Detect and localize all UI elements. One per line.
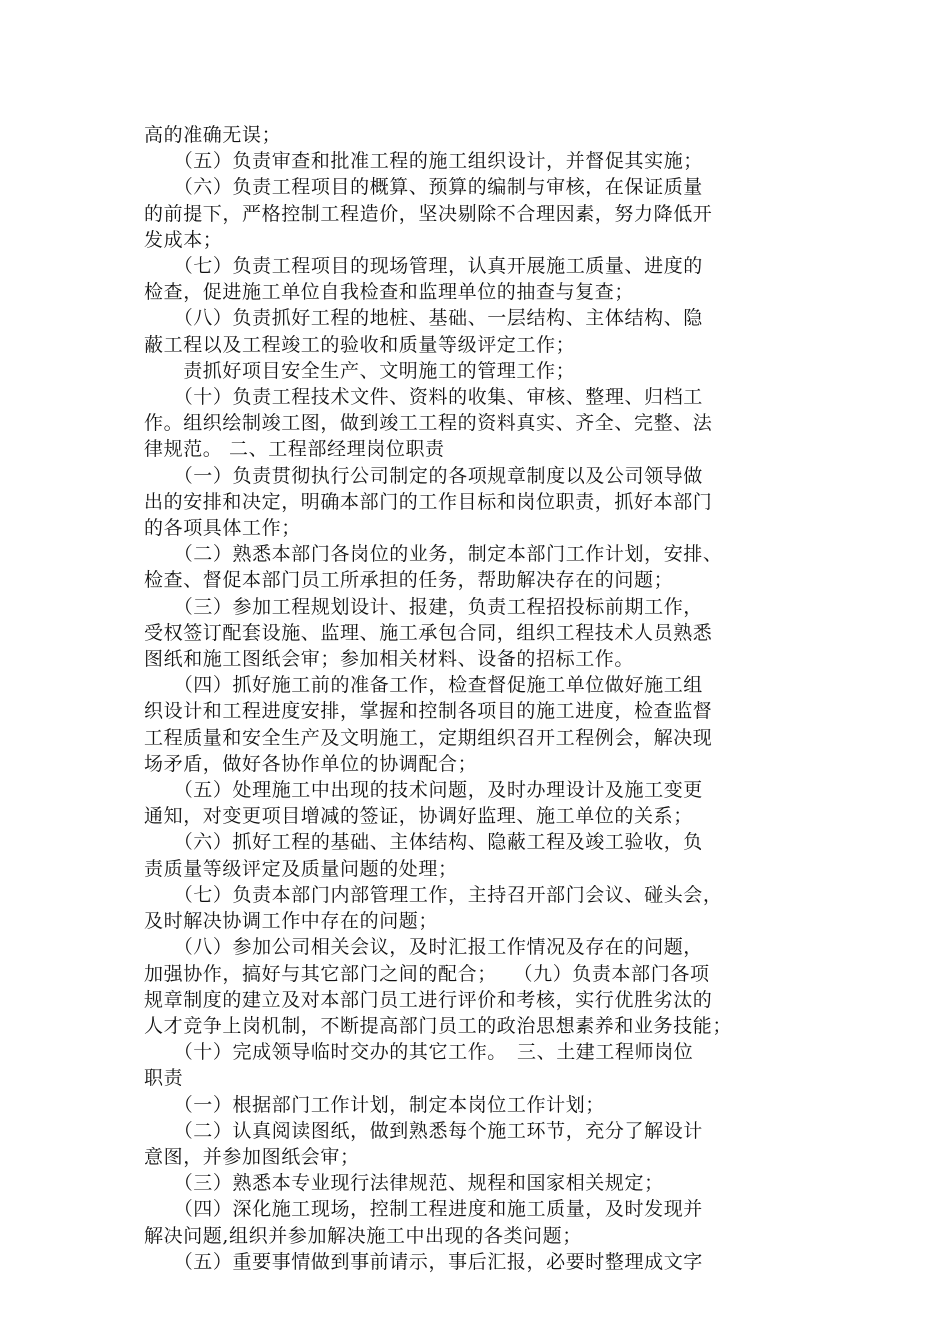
text-line: 检查、督促本部门员工所承担的任务，帮助解决存在的问题；	[144, 569, 674, 592]
text-line: （三）参加工程规划设计、报建，负责工程招投标前期工作，	[144, 595, 703, 618]
document-body	[144, 122, 844, 1275]
text-line: 解决问题,组织并参加解决施工中出现的各类问题；	[144, 1224, 582, 1247]
text-line: 场矛盾，做好各协作单位的协调配合；	[144, 752, 478, 775]
text-line: 责抓好项目安全生产、文明施工的管理工作；	[144, 359, 576, 382]
text-line: （八）参加公司相关会议，及时汇报工作情况及存在的问题，	[144, 936, 703, 959]
text-line: （五）重要事情做到事前请示，事后汇报，必要时整理成文字	[144, 1250, 703, 1273]
text-line: 加强协作，搞好与其它部门之间的配合； （九）负责本部门各项	[144, 962, 710, 985]
text-line: 规章制度的建立及对本部门员工进行评价和考核，实行优胜劣汰的	[144, 988, 713, 1011]
text-line: 发成本；	[144, 228, 223, 251]
text-line: 的前提下，严格控制工程造价，坚决剔除不合理因素，努力降低开	[144, 202, 713, 225]
text-line: （十）完成领导临时交办的其它工作。 三、土建工程师岗位	[144, 1041, 694, 1064]
text-line: （二）熟悉本部门各岗位的业务，制定本部门工作计划，安排、	[144, 543, 723, 566]
text-line: （五）处理施工中出现的技术问题，及时办理设计及施工变更	[144, 779, 703, 802]
text-line: 蔽工程以及工程竣工的验收和质量等级评定工作；	[144, 333, 576, 356]
text-line: 的各项具体工作；	[144, 517, 301, 540]
text-line: 织设计和工程进度安排，掌握和控制各项目的施工进度，检查监督	[144, 700, 713, 723]
text-line: 图纸和施工图纸会审；参加相关材料、设备的招标工作。	[144, 648, 635, 671]
text-line: 意图，并参加图纸会审；	[144, 1145, 360, 1168]
text-line: 通知，对变更项目增减的签证，协调好监理、施工单位的关系；	[144, 805, 693, 828]
text-line: （一）根据部门工作计划，制定本岗位工作计划；	[144, 1093, 605, 1116]
text-line: （六）抓好工程的基础、主体结构、隐蔽工程及竣工验收，负	[144, 831, 703, 854]
text-line: （十）负责工程技术文件、资料的收集、审核、整理、归档工	[144, 386, 703, 409]
text-line: 及时解决协调工作中存在的问题；	[144, 910, 439, 933]
text-line: 人才竞争上岗机制，不断提高部门员工的政治思想素养和业务技能；	[144, 1014, 733, 1037]
text-line: （三）熟悉本专业现行法律规范、规程和国家相关规定；	[144, 1172, 664, 1195]
text-line: 作。组织绘制竣工图，做到竣工工程的资料真实、齐全、完整、法	[144, 412, 713, 435]
text-line: 出的安排和决定，明确本部门的工作目标和岗位职责，抓好本部门	[144, 490, 713, 513]
text-line: 责质量等级评定及质量问题的处理；	[144, 857, 458, 880]
text-line: （七）负责本部门内部管理工作，主持召开部门会议、碰头会，	[144, 883, 723, 906]
text-line: （七）负责工程项目的现场管理，认真开展施工质量、进度的	[144, 255, 703, 278]
text-line: （一）负责贯彻执行公司制定的各项规章制度以及公司领导做	[144, 464, 703, 487]
text-line: 检查，促进施工单位自我检查和监理单位的抽查与复查；	[144, 281, 635, 304]
text-line: （四）深化施工现场，控制工程进度和施工质量，及时发现并	[144, 1198, 703, 1221]
text-line: 律规范。 二、工程部经理岗位职责	[144, 438, 445, 461]
text-line: （五）负责审查和批准工程的施工组织设计，并督促其实施；	[144, 150, 703, 173]
text-line: 高的准确无误；	[144, 124, 282, 146]
text-line: （八）负责抓好工程的地桩、基础、一层结构、主体结构、隐	[144, 307, 703, 330]
text-line: 职责	[144, 1067, 184, 1090]
text-line: （四）抓好施工前的准备工作，检查督促施工单位做好施工组	[144, 674, 703, 697]
text-line: 受权签订配套设施、监理、施工承包合同，组织工程技术人员熟悉	[144, 621, 713, 644]
text-line: 工程质量和安全生产及文明施工，定期组织召开工程例会，解决现	[144, 726, 713, 749]
text-line: （六）负责工程项目的概算、预算的编制与审核，在保证质量	[144, 176, 703, 199]
text-line: （二）认真阅读图纸，做到熟悉每个施工环节，充分了解设计	[144, 1119, 703, 1142]
